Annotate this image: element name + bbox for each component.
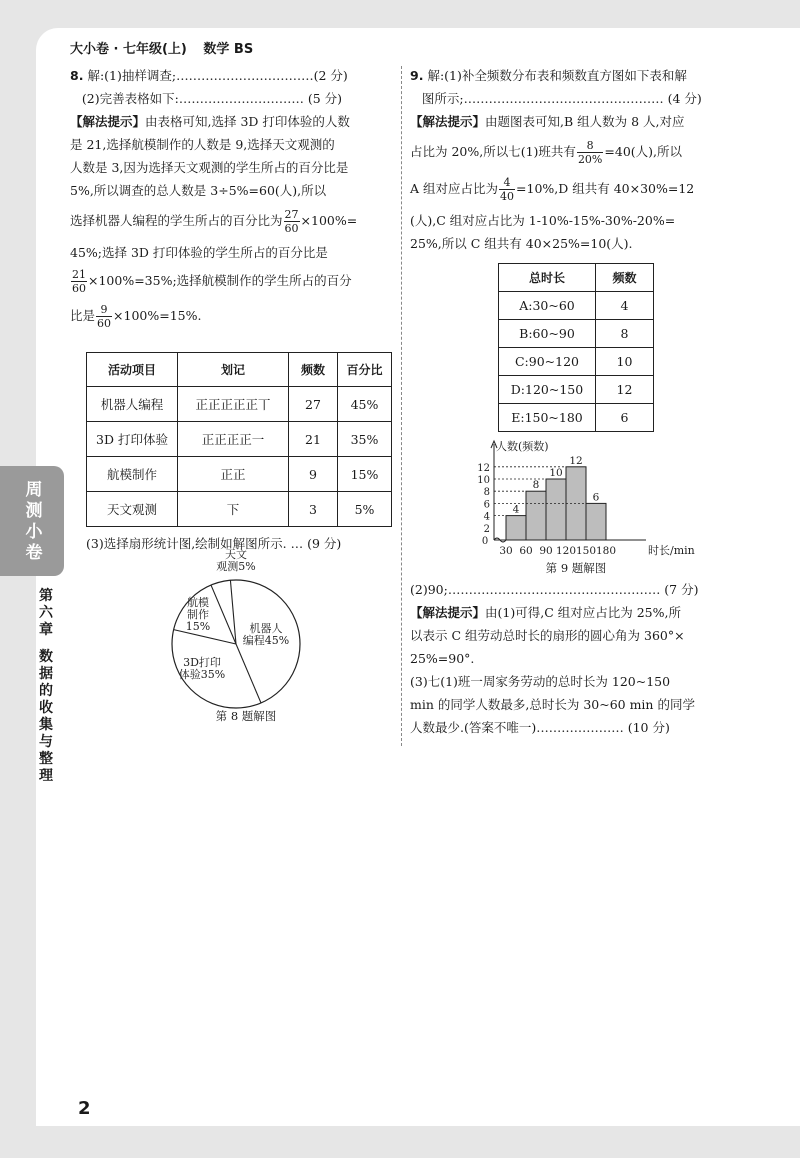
pie-label-3: 天文观测5% bbox=[216, 548, 256, 573]
page-number: 2 bbox=[78, 1098, 91, 1119]
bar-label-1: 8 bbox=[532, 479, 540, 492]
x-tick-90: 90 bbox=[539, 545, 553, 557]
y-tick-6: 6 bbox=[483, 499, 490, 511]
q9-table: 总时长 频数 A:30~60 4 B:60~90 8 C:90~120 10 D:120~150 12 E:150~180 6 bbox=[498, 263, 654, 432]
hist-caption: 第 9 题解图 bbox=[545, 561, 607, 575]
y-tick-10: 10 bbox=[477, 475, 490, 486]
y-tick-4: 4 bbox=[483, 511, 490, 523]
x-tick-120: 120 bbox=[555, 545, 577, 557]
bar-label-4: 6 bbox=[592, 491, 600, 504]
histogram bbox=[466, 436, 695, 560]
pie-label-0: 机器人编程45% bbox=[242, 622, 290, 647]
y-tick-12: 12 bbox=[477, 462, 490, 474]
bar-1 bbox=[526, 491, 546, 540]
y-axis-label: 人数(频数) bbox=[496, 440, 549, 453]
y-tick-2: 2 bbox=[483, 523, 490, 535]
pie-caption: 第 8 题解图 bbox=[215, 709, 277, 723]
x-tick-180: 180 bbox=[595, 545, 617, 557]
subject-label: 数学 BS bbox=[203, 42, 254, 57]
q8-part3: (3)选择扇形统计图,绘制如解图所示. … (9 分) bbox=[86, 536, 342, 551]
bar-2 bbox=[546, 479, 566, 540]
bar-label-2: 10 bbox=[549, 467, 563, 479]
bar-0 bbox=[506, 516, 526, 540]
pie-slice-0 bbox=[230, 580, 236, 644]
x-tick-150: 150 bbox=[575, 545, 597, 557]
side-tab-text: 周 测 小 卷 bbox=[25, 480, 43, 563]
chapter-label: 第 六 章 数 据 的 收 集 与 整 理 bbox=[39, 588, 53, 784]
pie-slice-1 bbox=[236, 644, 261, 703]
q8-table: 活动项目 划记 频数 百分比 机器人编程 正正正正正丅 27 45% 3D 打印体验 正正正正一 21 35% 航模制作 正正 9 15% 天文观测 下 3 5% bbox=[86, 352, 392, 527]
q9-part2: (2)90;…………………………………………… (7 分) 【解法提示】由(1)可得,C 组对应占比为 25%,所 以表示 C 组劳动总时长的扇形的圆心角为 360°× 25%=90°. (3)七(1)班一周家务劳动的总时长为 120~150 min 的同学人数最多,总时长为 30~60 min 的同学 人数最少.(答案不唯一)………………… (10 分) bbox=[410, 582, 699, 735]
x-tick-30: 30 bbox=[499, 545, 513, 557]
book-title: 大小卷 · 七年级(上) bbox=[70, 42, 187, 57]
pie-label-2: 航模制作 15% bbox=[185, 596, 211, 633]
question-8: 8. 解:(1)抽样调查;……………………………(2 分) (2)完善表格如下:………………………… (5 分) 【解法提示】由表格可知,选择 3D 打印体验的人数 是 21,选择航模制作的人数是 9,选择天文观测的 人数是 3,因为选择天文观测的学生所占的百分比是 5%,所以调查的总人数是 3÷5%=60(人),所以 选择机器人编程的学生所占的百分比为 $\frac{27}{60}$ ×100%= 45%;选择 3D 打印体验的学生所占的百分比是 $\frac{21}{60}$ ×100%=35%;选择航模制作的学生所占的百分 比是 $\frac{9}{60}$ ×100%=15%. bbox=[70, 68, 358, 330]
pie-chart bbox=[170, 548, 310, 716]
origin-label: 0 bbox=[481, 536, 489, 547]
bar-label-3: 12 bbox=[569, 454, 583, 467]
column-divider bbox=[401, 66, 402, 746]
x-axis-label: 时长/min bbox=[648, 544, 695, 557]
question-9: 9. 解:(1)补全频数分布表和频数直方图如下表和解 图所示;………………………………………… (4 分) 【解法提示】由题图表可知,B 组人数为 8 人,对应 占比为 20%,所以七(1)班共有 $\frac{8}{20\%}$ =40(人),所以 A 组对应占比为 $\frac{4}{40}$ =10%,D 组共有 40×30%=12 (人),C 组对应占比为 1-10%-15%-30%-20%= 25%,所以 C 组共有 40×25%=10(人). bbox=[410, 68, 702, 251]
x-tick-60: 60 bbox=[519, 545, 533, 557]
y-tick-8: 8 bbox=[483, 487, 490, 499]
page-header bbox=[70, 38, 265, 57]
bar-label-0: 4 bbox=[512, 503, 520, 516]
bar-4 bbox=[586, 503, 606, 540]
pie-slice-3 bbox=[211, 585, 236, 644]
pie-label-1: 3D打印体验35% bbox=[178, 656, 226, 681]
